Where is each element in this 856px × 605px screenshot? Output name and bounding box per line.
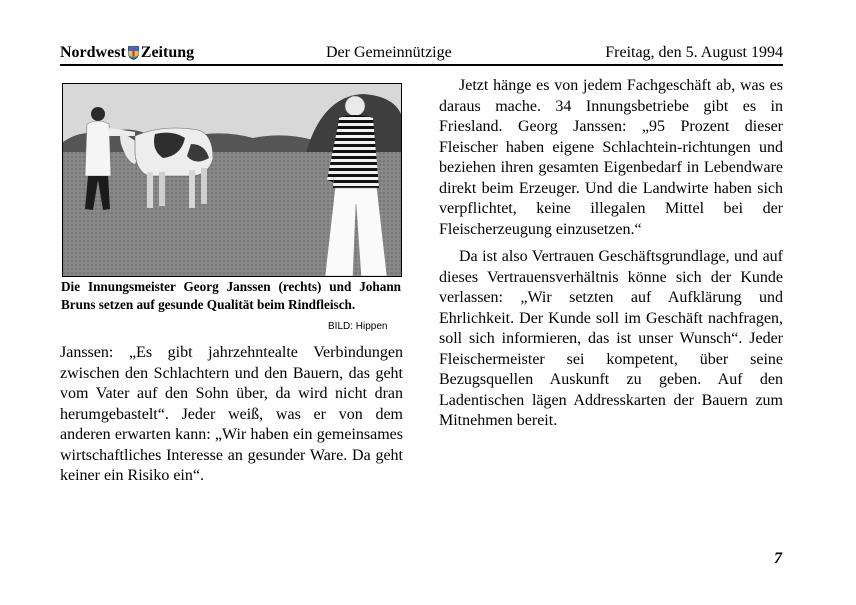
article-photo — [62, 83, 402, 277]
right-paragraph-2: Da ist also Vertrauen Geschäftsgrundlage, und auf dieses Vertrauensverhältnis könne sich der Kunde verlassen: „Wir setzten auf Aufklärung und Ehrlichkeit. Der Kunde soll im Geschäft nachfragen, soll sich informieren, das ist unser Wunsch“. Jeder Fleischermeister sei kompetent, über seine Bezugsquellen Auskunft zu geben. Auf den Ladentischen lägen Addresskarten der Bauern zum Mitnehmen bereit. — [439, 248, 783, 429]
photo-credit: BILD: Hippen — [328, 321, 388, 332]
photo-caption: Die Innungsmeister Georg Janssen (rechts) und Johann Bruns setzen auf gesunde Qualität beim Rindfleisch. — [61, 279, 401, 312]
left-column — [60, 343, 403, 487]
publication-title: Der Gemeinnützige — [326, 44, 452, 61]
page-header — [60, 42, 783, 66]
page-number: 7 — [774, 550, 782, 567]
right-column — [439, 76, 783, 432]
left-paragraph: Janssen: „Es gibt jahrzehntealte Verbindungen zwischen den Schlachtern und den Bauern, das geht vom Vater auf den Sohn über, da wird nicht dran herumgebastelt“. Jeder weiß, was er von dem anderen erwarten kann: „Wir haben ein gemeinsames wirtschaftliches Interesse an gesunder Ware. Da geht keiner ein Risiko ein“. — [60, 344, 403, 484]
photo-field-scene — [63, 84, 401, 276]
coat-of-arms-icon — [128, 46, 139, 60]
right-paragraph-1: Jetzt hänge es von jedem Fachgeschäft ab, was es daraus mache. 34 Innungsbetriebe gibt es in Friesland. Georg Janssen: „95 Prozent dieser Fleischer haben eigene Schlachtein-richtungen und beziehen ihren gesamten Eigenbedarf in Lebendware direkt beim Erzeuger. Und die Landwirte haben sich verpflichtet, keine illegalen Mittel bei der Fleischerzeugung einzusetzen.“ — [439, 77, 783, 238]
issue-date: Freitag, den 5. August 1994 — [605, 44, 783, 61]
logo-text-nordwest: Nordwest — [60, 44, 126, 61]
newspaper-logo — [60, 44, 194, 62]
logo-text-zeitung: Zeitung — [140, 44, 195, 61]
